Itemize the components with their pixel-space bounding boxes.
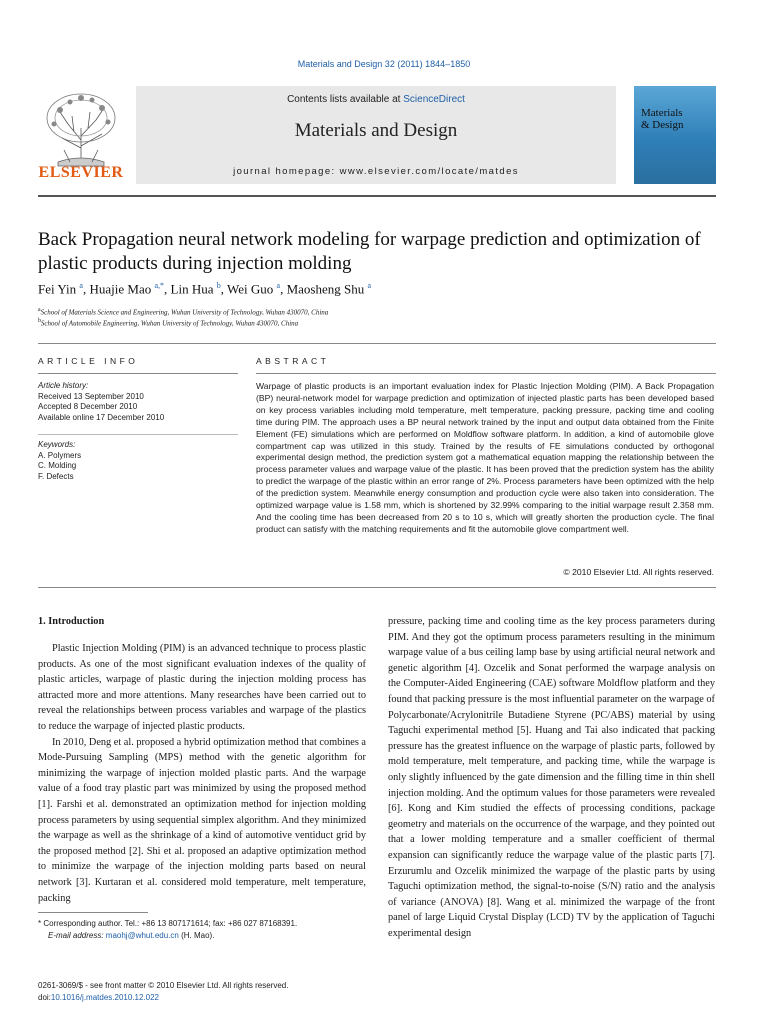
keyword-item: F. Defects <box>38 471 74 481</box>
paragraph: Plastic Injection Molding (PIM) is an advanced technique to process plastic products. As one of the most significant evaluation indexes of the quality of plastic articles, warpage of plastic during the injection molding process has attracted more and more attentions. Many researches have been carried out to reveal the relationships between process variables and warpage of the plastics to reduce the warpage of injected plastic products. <box>38 643 366 732</box>
history-item: Accepted 8 December 2010 <box>38 402 138 411</box>
affiliation-text: School of Materials Science and Engineering, Wuhan University of Technology, Wuhan 430070, China <box>40 308 329 317</box>
abstract-copyright: © 2010 Elsevier Ltd. All rights reserved. <box>563 567 714 577</box>
contents-line <box>136 94 616 105</box>
author-list: Fei Yin $^a$, Huajie Mao $^{a,*}$, Lin Hua $^b$, Wei Guo $^a$, Maosheng Shu $^a$ <box>38 281 372 297</box>
right-column <box>388 614 715 941</box>
keyword-item: A. Polymers <box>38 450 82 460</box>
author-sup[interactable]: a <box>367 281 372 290</box>
doi-label: doi: <box>38 993 51 1002</box>
affiliation <box>38 318 718 327</box>
journal-title: Materials and Design <box>294 120 458 141</box>
abstract-divider <box>256 373 716 374</box>
contents-prefix: Contents lists available at <box>287 94 404 105</box>
keywords <box>38 440 238 482</box>
paragraph: pressure, packing time and cooling time as the key process parameters during PIM. And they got the optimum process parameters resulting in the minimum warpage value of a bus ceiling lamp base by using artificial neural network and genetic algorithm [4]. Ozcelik and Sonat performed the warpage analysis on the Computer-Aided Engineering (CAE) software Moldflow platform and they found that packing pressure is the most influential parameter on the warpage of Polycarbonate/Acrylonitrile Butadiene Styrene (PC/ABS) material by using Taguchi experimental method [5]. Huang and Tai also indicated that packing pressure has the greatest influence on the warpage of plastic parts, followed by mold temperature, melt temperature, and packing time, while the warpage is only slightly influenced by the gate dimension and the filling time in thin shell injection molding. And the optimum values for those parameters were revealed [6]. Kong and Kim studied the effects of processing conditions, package geometry and materials on the occurrence of the warpage, and they pointed out that a lower molding temperature and a smaller coefficient of thermal expansion can significantly reduce the warpage value of the plastic parts [7]. Erzurumlu and Ozcelik minimized the warpage of the plastic parts by using Taguchi optimization method, the signal-to-noise (S/N) ratio and the analysis of variance (ANOVA) [8]. Wang et al. minimized the warpage of the front panel of large Liquid Crystal Display (LCD) TV by the application of Taguchi experimental design <box>388 616 715 939</box>
abstract-text: Warpage of plastic products is an important evaluation index for Plastic Injection Molding (PIM). A Back Propagation (BP) neural-network model for warpage prediction and optimization of injected plastic parts has been developed based on key process variables including mold temperature, melt temperature, packing pressure, packing time and cooling time during PIM. The approach uses a BP neural network trained by the input and output data obtained from the Finite Element (FE) simulations which are performed on Moldflow software platform. In addition, a kind of automobile glove compartment cap was utilized in this study. Trained by the results of FE simulations conducted by orthogonal experimental design method, the prediction system got a mathematical equation mapping the relationship between the process parameter values and warpage value of the plastic. It has been proved that the prediction system has the ability to predict the warpage of the plastic within an error range of 2%. Process parameters have been optimized with the help of the prediction system. Meanwhile energy consumption and production cycle were also taken into consideration. The optimized warpage value is 1.58 mm, which is shortened by 32.99% comparing to the initial warpage result 2.358 mm. And the cooling time has been decreased from 20 s to 10 s, which will greatly shorten the production cycle. The final product can satisfy with the matching requirements and fit the automobile glove compartment well. <box>256 381 714 534</box>
journal-cover <box>634 86 716 184</box>
info-subdivider <box>38 434 238 435</box>
left-column <box>38 641 366 906</box>
article-info-heading: ARTICLE INFO <box>38 356 139 366</box>
article-history <box>38 381 238 423</box>
email-suffix: (H. Mao). <box>178 931 215 940</box>
info-divider <box>38 373 238 374</box>
affiliation-text: School of Automobile Engineering, Wuhan University of Technology, Wuhan 430070, China <box>40 319 299 328</box>
publisher-name: ELSEVIER <box>38 164 124 181</box>
keywords-label: Keywords: <box>38 440 76 449</box>
paragraph: In 2010, Deng et al. proposed a hybrid optimization method that combines a Mode-Pursuing Sampling (MPS) method with the genetic algorithm for minimizing the warpage of injection molded plastic parts. And the warpage value of a food tray plastic part was minimized by using the proposed method [1]. Farshi et al. demonstrated an optimization method for injection molding process parameters by using sequential simplex algorithm. And they minimized the warpage as well as the shrinkage of a kind of automotive ventiduct grid by the proposed method [2]. Shi et al. proposed an adaptive optimization method to minimize the warpage of the injection molding parts based on neural network [3]. Kurtaran et al. considered mold temperature, melt temperature, packing <box>38 736 366 904</box>
affiliation-sup: a <box>38 307 41 313</box>
footnote <box>38 918 368 942</box>
keyword-item: C. Molding <box>38 461 77 470</box>
article-title: Back Propagation neural network modeling for warpage prediction and optimization of plastic products during injection molding <box>38 229 701 274</box>
header-divider <box>38 195 716 197</box>
author-sup[interactable]: a <box>79 281 83 290</box>
author-sup[interactable]: a <box>276 281 281 290</box>
cover-title-line-2: & Design <box>641 119 684 131</box>
doi-line <box>38 992 438 1004</box>
affiliation-sup: b <box>38 318 41 324</box>
issn-line: 0261-3069/$ - see front matter © 2010 Elsevier Ltd. All rights reserved. <box>38 981 289 990</box>
email-label: E-mail address: <box>48 931 106 940</box>
body-divider <box>38 587 716 588</box>
history-item: Received 13 September 2010 <box>38 391 144 401</box>
footnote-rule <box>38 912 148 913</box>
doi-link[interactable]: 10.1016/j.matdes.2010.12.022 <box>50 993 159 1002</box>
author-name: Huajie Mao <box>89 281 152 297</box>
cover-title-line-1: Materials <box>641 107 683 119</box>
affiliation <box>38 307 718 316</box>
abstract-heading: ABSTRACT <box>256 356 330 366</box>
email-line <box>38 930 368 942</box>
history-label: Article history: <box>38 381 89 390</box>
front-matter <box>38 980 438 1004</box>
email-link[interactable]: maohj@whut.edu.cn <box>105 931 179 940</box>
author-name: Maosheng Shu <box>286 281 365 297</box>
section-divider <box>38 343 716 344</box>
author-name: Wei Guo <box>227 281 274 297</box>
section-heading-introduction: 1. Introduction <box>38 616 105 627</box>
corresponding-author: * Corresponding author. Tel.: +86 13 807171614; fax: +86 027 87168391. <box>38 919 298 928</box>
journal-citation[interactable]: Materials and Design 32 (2011) 1844–1850 <box>297 59 471 69</box>
history-item: Available online 17 December 2010 <box>38 412 165 422</box>
author-sup[interactable]: b <box>216 281 221 290</box>
author-name: Lin Hua <box>170 281 214 297</box>
journal-homepage[interactable]: journal homepage: www.elsevier.com/locate/matdes <box>233 166 519 177</box>
sciencedirect-link[interactable]: ScienceDirect <box>403 94 465 105</box>
author-name: Fei Yin <box>38 281 77 297</box>
cover-title <box>641 107 711 131</box>
author-sup[interactable]: a,* <box>154 281 165 290</box>
